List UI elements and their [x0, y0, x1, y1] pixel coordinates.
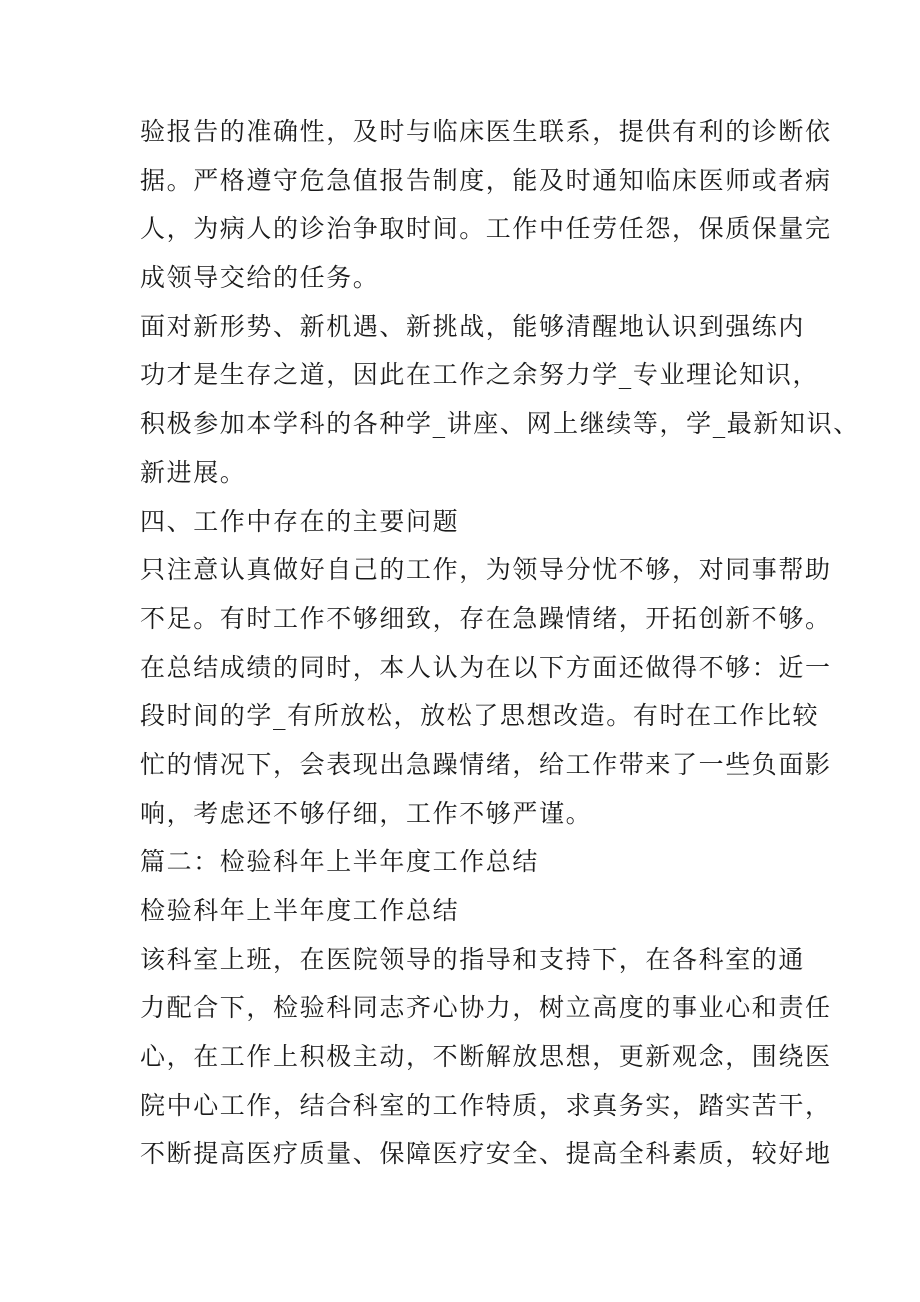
- text-line: 段时间的学_有所放松，放松了思想改造。有时在工作比较: [140, 701, 820, 731]
- text-line: 不足。有时工作不够细致，存在急躁情绪，开拓创新不够。: [140, 603, 832, 633]
- article-subtitle: 检验科年上半年度工作总结: [140, 896, 460, 925]
- text-line: 只注意认真做好自己的工作，为领导分忧不够，对同事帮助: [140, 555, 832, 585]
- text-line: 忙的情况下，会表现出急躁情绪，给工作带来了一些负面影: [140, 749, 832, 779]
- text-line: 不断提高医疗质量、保障医疗安全、提高全科素质，较好地: [140, 1139, 832, 1169]
- text-line: 成领导交给的任务。: [140, 263, 380, 293]
- text-line: 功才是生存之道，因此在工作之余努力学_专业理论知识，: [140, 360, 820, 390]
- text-line: 新进展。: [140, 457, 247, 487]
- text-line: 据。严格遵守危急值报告制度，能及时通知临床医师或者病: [140, 165, 832, 195]
- text-line: 验报告的准确性，及时与临床医生联系，提供有利的诊断依: [140, 117, 832, 146]
- document-body: [140, 108, 860, 1179]
- text-line: 心，在工作上积极主动，不断解放思想，更新观念，围绕医: [140, 1042, 832, 1072]
- text-line: 人，为病人的诊治争取时间。工作中任劳任怨，保质保量完: [140, 214, 832, 244]
- text-line: 该科室上班，在医院领导的指导和支持下，在各科室的通: [140, 944, 806, 974]
- text-line: 响，考虑还不够仔细，工作不够严谨。: [140, 798, 593, 828]
- section-heading: 四、工作中存在的主要问题: [140, 506, 460, 536]
- text-line: 在总结成绩的同时，本人认为在以下方面还做得不够：近一: [140, 652, 832, 682]
- text-line: 院中心工作，结合科室的工作特质，求真务实，踏实苦干，: [140, 1090, 832, 1120]
- text-line: 面对新形势、新机遇、新挑战，能够清醒地认识到强练内: [140, 311, 806, 341]
- text-line: 力配合下，检验科同志齐心协力，树立高度的事业心和责任: [140, 993, 832, 1023]
- text-line: 积极参加本学科的各种学_讲座、网上继续等，学_最新知识、: [140, 409, 860, 439]
- article-title: 篇二：检验科年上半年度工作总结: [140, 847, 540, 877]
